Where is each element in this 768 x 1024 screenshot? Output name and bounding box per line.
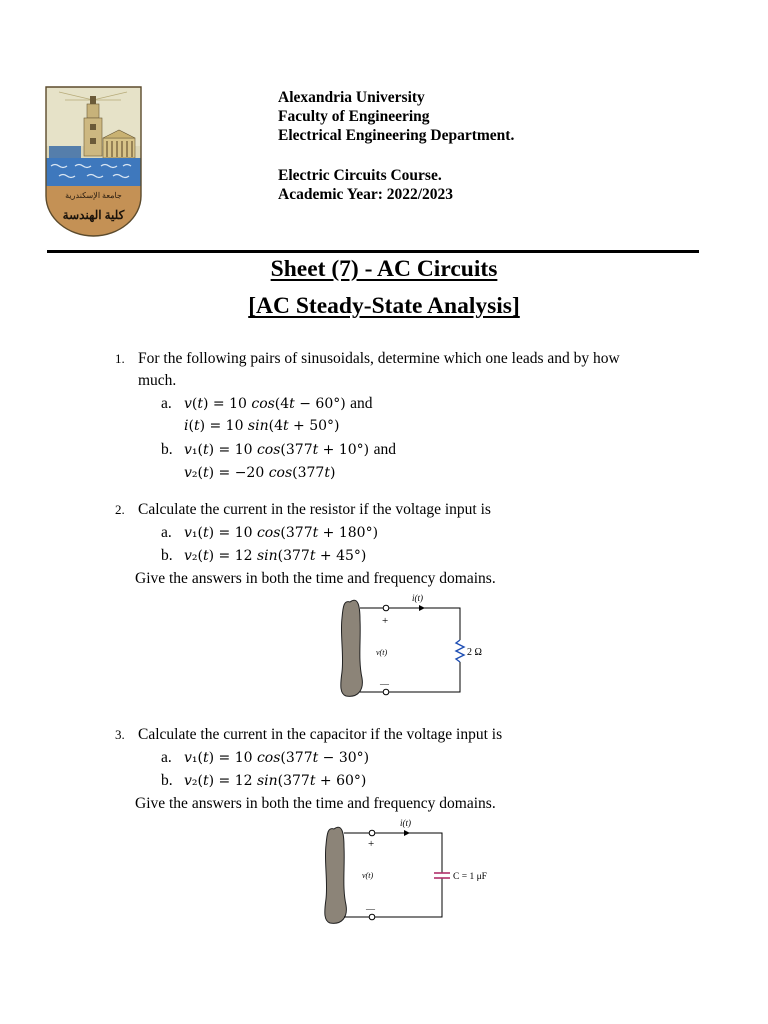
faculty-name: Faculty of Engineering [278, 108, 430, 125]
resistor-circuit-diagram [336, 590, 496, 702]
question-2-text: Calculate the current in the resistor if the voltage input is [138, 501, 491, 518]
item-label: b. [161, 772, 173, 789]
academic-year: Academic Year: 2022/2023 [278, 186, 454, 203]
equation: 𝑣(𝑡) = 10 𝑐𝑜𝑠(4𝑡 − 60°) and [184, 395, 373, 412]
current-arrow [404, 830, 410, 836]
course-name: Electric Circuits Course. [278, 167, 442, 184]
plus-sign: + [382, 615, 389, 627]
question-3-footer: Give the answers in both the time and frequency domains. [135, 795, 496, 812]
item-label: a. [161, 395, 172, 412]
current-label: i(t) [400, 818, 411, 828]
plus-sign: + [368, 838, 375, 850]
equation: 𝑣₂(𝑡) = 12 𝑠𝑖𝑛(377𝑡 + 60°) [184, 773, 367, 789]
university-logo [45, 86, 142, 238]
equation: 𝑣₂(𝑡) = 12 𝑠𝑖𝑛(377𝑡 + 45°) [184, 548, 367, 564]
question-3-number: 3. [115, 727, 125, 742]
logo-arabic-bottom: كلية الهندسة [62, 208, 125, 222]
voltage-source-shape [325, 827, 347, 923]
terminal-top [369, 830, 375, 836]
terminal-bottom [383, 689, 389, 695]
item-label: b. [161, 441, 173, 458]
equation: 𝑣₁(𝑡) = 10 𝑐𝑜𝑠(377𝑡 + 10°) and [184, 441, 396, 458]
university-name: Alexandria University [278, 89, 425, 106]
voltage-label: v(t) [376, 648, 388, 657]
logo-arabic-top: جامعة الإسكندرية [65, 191, 122, 200]
question-1-number: 1. [115, 351, 125, 366]
terminal-top [383, 605, 389, 611]
item-label: b. [161, 547, 173, 564]
question-3-text: Calculate the current in the capacitor if the voltage input is [138, 726, 503, 743]
resistor-symbol [456, 640, 464, 662]
resistor-label: 2 Ω [467, 647, 482, 658]
current-label: i(t) [412, 593, 423, 603]
equation: 𝑖(𝑡) = 10 𝑠𝑖𝑛(4𝑡 + 50°) [184, 418, 340, 434]
current-arrow [419, 605, 425, 611]
terminal-bottom [369, 914, 375, 920]
department-name: Electrical Engineering Department. [278, 127, 515, 144]
equation: 𝑣₁(𝑡) = 10 𝑐𝑜𝑠(377𝑡 − 30°) [184, 750, 370, 766]
equation: 𝑣₂(𝑡) = −20 𝑐𝑜𝑠(377𝑡) [184, 465, 336, 481]
capacitor-circuit-diagram [320, 815, 510, 930]
question-2-footer: Give the answers in both the time and frequency domains. [135, 570, 496, 587]
sheet-subtitle: [AC Steady-State Analysis] [248, 293, 520, 319]
minus-sign: — [380, 679, 389, 689]
voltage-source-shape [341, 600, 363, 696]
header-divider [47, 250, 699, 253]
item-label: a. [161, 524, 172, 541]
item-label: a. [161, 749, 172, 766]
question-1-text: For the following pairs of sinusoidals, determine which one leads and by how [138, 350, 620, 367]
minus-sign: — [366, 904, 375, 914]
equation: 𝑣₁(𝑡) = 10 𝑐𝑜𝑠(377𝑡 + 180°) [184, 525, 379, 541]
question-2-number: 2. [115, 502, 125, 517]
capacitor-label: C = 1 μF [453, 872, 487, 882]
capacitor-symbol [434, 873, 450, 878]
sheet-title: Sheet (7) - AC Circuits [270, 256, 498, 282]
question-1-text-cont: much. [138, 372, 177, 389]
voltage-label: v(t) [362, 871, 374, 880]
